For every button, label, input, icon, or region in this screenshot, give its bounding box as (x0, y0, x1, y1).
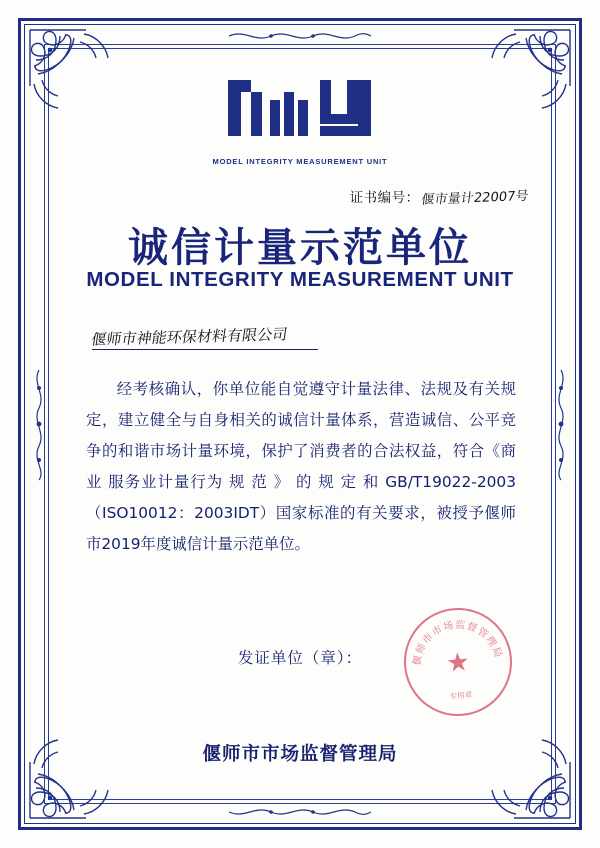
logo-caption: MODEL INTEGRITY MEASUREMENT UNIT (212, 157, 388, 166)
certificate-body-paragraph: 经考核确认，你单位能自觉遵守计量法律、法规及有关规定，建立健全与自身相关的诚信计量体系，营造诚信、公平竞争的和谐市场计量环境，保护了消费者的合法权益，符合《商业 服务业计量行为 规 范 》 的 规 定 和 GB/T19022-2003（ISO10012：2003IDT）国家标准的有关要求，被授予偃师市2019年度诚信计量示范单位。 (86, 380, 516, 553)
certificate-body (86, 374, 516, 560)
page-title-en: MODEL INTEGRITY MEASUREMENT UNIT (86, 268, 514, 291)
page-title-cn: 诚信计量示范单位 (128, 225, 472, 271)
side-ornament-bottom (225, 803, 375, 821)
certificate-number (349, 186, 529, 209)
recipient-block (92, 326, 392, 350)
seal-arc-text: 偃师市市场监督管理局 (412, 619, 504, 667)
side-ornament-left (28, 364, 50, 484)
seal-bottom-text: 专用章 (449, 689, 473, 701)
issuer-organization: 偃师市市场监督管理局 (202, 744, 398, 765)
miu-monogram-icon (226, 70, 374, 151)
recipient-underline (92, 349, 318, 350)
side-ornament-right (550, 364, 572, 484)
side-ornament-top (225, 27, 375, 45)
certificate-number-value: 偃市量计22007号 (420, 188, 529, 209)
official-seal (399, 603, 516, 720)
logo-block (0, 70, 600, 166)
certificate-number-label: 证书编号： (349, 190, 420, 205)
recipient-name: 偃师市神能环保材料有限公司 (90, 325, 289, 349)
seal-star-icon: ★ (445, 646, 471, 678)
issuer-label: 发证单位（章）： (237, 649, 363, 667)
